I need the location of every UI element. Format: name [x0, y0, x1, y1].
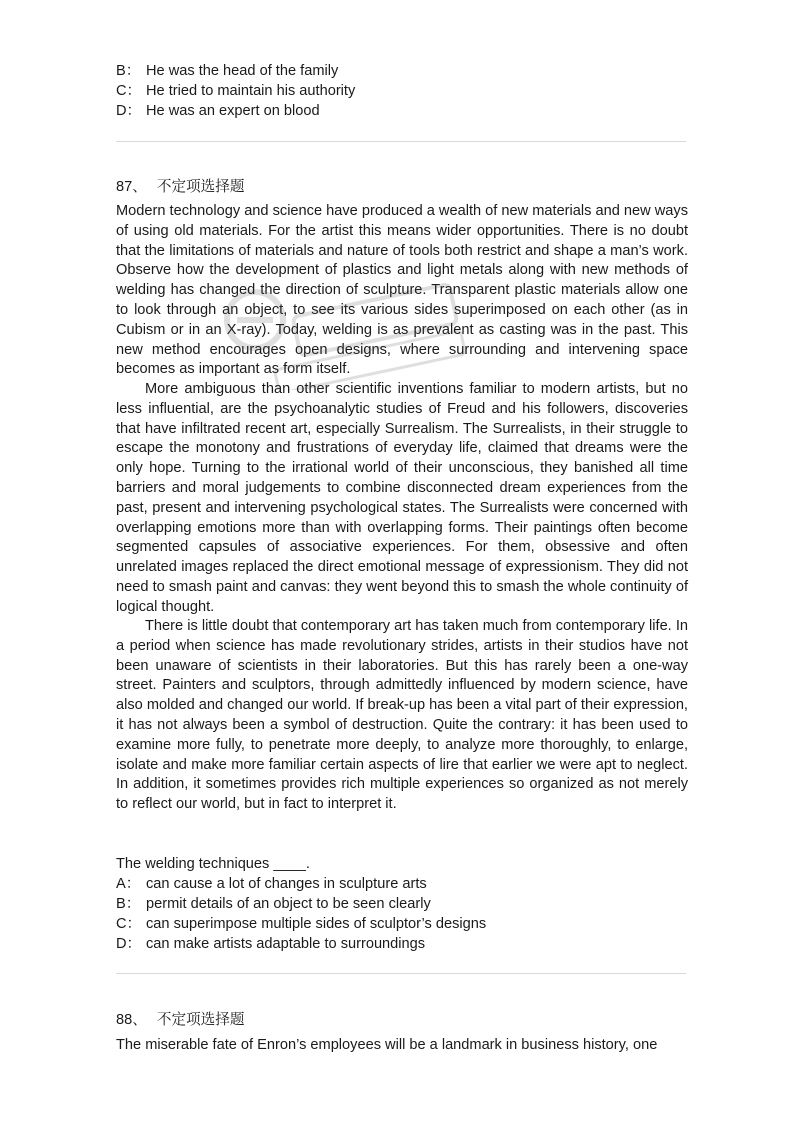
question-stem: The welding techniques ____.: [116, 856, 310, 872]
option-text: He was the head of the family: [146, 63, 339, 79]
option-a[interactable]: [116, 874, 427, 894]
option-key: B：: [116, 896, 141, 912]
option-key: D：: [116, 936, 142, 952]
option-text: He was an expert on blood: [146, 103, 320, 119]
option-text: permit details of an object to be seen clearly: [146, 896, 431, 912]
passage-start: The miserable fate of Enron’s employees will be a landmark in business history, one: [116, 1037, 658, 1053]
prev-option-d: [116, 101, 320, 121]
option-key: D：: [116, 103, 142, 119]
divider: [116, 973, 686, 974]
question-87-header: [116, 177, 244, 197]
option-b[interactable]: [116, 894, 431, 914]
passage-paragraph-2: More ambiguous than other scientific inventions familiar to modern artists, but no less influential, are the psychoanalytic studies of Freud and his followers, discoveries that have infiltrated recent art, especially Surrealism. The Surrealists, in their struggle to escape the monotony and frustrations of everyday life, claimed that dreams were the only hope. Turning to the irrational world of their unconscious, they banished all time barriers and moral judgements to combine disconnected dream experiences from the past, present and intervening psychological states. The Surrealists were concerned with overlapping emotions more than with overlapping forms. Their paintings often become segmented capsules of associative experiences. For them, obsessive and often unrelated images replaced the direct emotional message of expressionism. They did not need to smash paint and canvas: they went beyond this to smash the whole continuity of logical thought.: [116, 381, 688, 615]
option-c[interactable]: [116, 914, 486, 934]
option-text: can superimpose multiple sides of sculptor’s designs: [146, 916, 487, 932]
question-type: 不定项选择题: [156, 1012, 245, 1028]
passage-paragraph-1: Modern technology and science have produced a wealth of new materials and new ways of using old materials. For the artist this means wider opportunities. There is no doubt that the limitations of materials and nature of tools both restrict and shape a man’s work. Observe how the development of plastics and light metals along with new methods of welding has changed the direction of sculpture. Transparent plastic materials allow one to look through an object, to see its various sides superimposed on each other (as in Cubism or in an X-ray). Today, welding is as prevalent as casting was in the past. This new method encourages open designs, where surrounding and intervening space becomes as important as form itself.: [116, 203, 688, 378]
question-88-header: [116, 1010, 244, 1030]
option-key: C：: [116, 83, 142, 99]
option-text: can cause a lot of changes in sculpture arts: [146, 876, 427, 892]
option-key: B：: [116, 63, 141, 79]
question-number: 87、: [116, 179, 147, 195]
question-type: 不定项选择题: [156, 179, 245, 195]
option-text: He tried to maintain his authority: [146, 83, 356, 99]
option-key: C：: [116, 916, 142, 932]
question-number: 88、: [116, 1012, 147, 1028]
divider: [116, 141, 686, 142]
option-key: A：: [116, 876, 141, 892]
prev-option-b: [116, 61, 338, 81]
option-d[interactable]: [116, 934, 425, 954]
passage-paragraph-3: There is little doubt that contemporary art has taken much from contemporary life. In a period when science has made revolutionary strides, artists in their studios have not been unaware of scientists in their laboratories. But this has rarely been a one-way street. Painters and sculptors, through admittedly influenced by modern science, have also molded and changed our world. If break-up has been a vital part of their expression, it has not always been a symbol of destruction. Quite the contrary: it has been used to examine more fully, to penetrate more deeply, to analyze more thoroughly, to enlarge, isolate and make more familiar certain aspects of lire that earlier we were apt to neglect. In addition, it sometimes provides rich multiple experiences so organized as not merely to reflect our world, but in fact to interpret it.: [116, 618, 688, 813]
prev-option-c: [116, 81, 355, 101]
option-text: can make artists adaptable to surroundings: [146, 936, 426, 952]
